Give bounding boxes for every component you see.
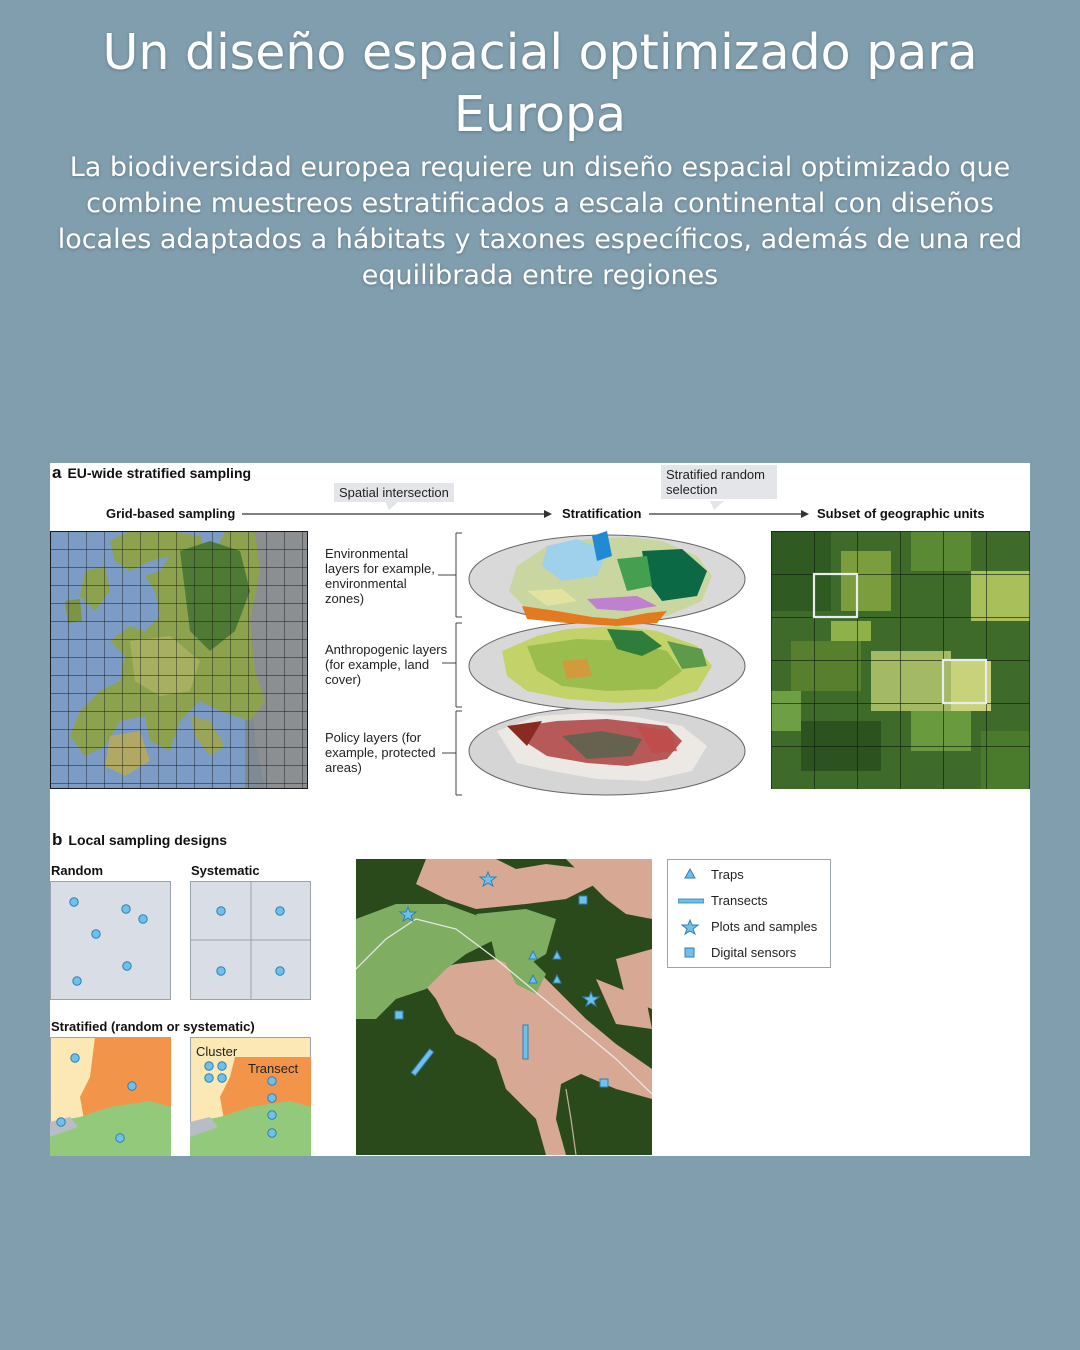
layer-brackets: [438, 531, 468, 799]
bar-icon: [678, 891, 704, 911]
landscape-map: [356, 859, 652, 1155]
systematic-design: [190, 881, 312, 1001]
stage-grid-based: Grid-based sampling: [106, 506, 236, 521]
satellite-grid-map: [771, 531, 1030, 789]
stage-stratification: Stratification: [562, 506, 642, 521]
step-spatial-intersection: Spatial intersection: [334, 483, 454, 502]
legend-label-transects: Transects: [711, 893, 768, 908]
label-cluster: Cluster: [196, 1044, 238, 1059]
legend-label-traps: Traps: [711, 867, 744, 882]
label-transect: Transect: [248, 1061, 299, 1076]
label-random: Random: [51, 863, 103, 878]
layer-label-environmental: Environmental layers for example, environmental zones): [325, 546, 435, 606]
stage-subset: Subset of geographic units: [817, 506, 985, 521]
arrow-2: [647, 507, 817, 521]
stratification-layers: [467, 531, 747, 797]
step-stratified-random: Stratified random selection: [661, 465, 777, 499]
arrow-1: [240, 507, 560, 521]
label-stratified: Stratified (random or systematic): [51, 1019, 255, 1034]
layer-label-policy: Policy layers (for example, protected areas): [325, 730, 436, 775]
panel-b-header: [52, 830, 227, 850]
page-title: Un diseño espacial optimizado para Europa: [102, 24, 978, 143]
figure-panel: [50, 463, 1030, 1156]
panel-b-letter: b: [52, 830, 63, 849]
square-icon: [678, 943, 704, 963]
page-subtitle: La biodiversidad europea requiere un diseño espacial optimizado que combine muestreos estratificados a escala continental con diseños locales adaptados a hábitats y taxones específicos, además de una red equilibrada entre regiones: [57, 152, 1023, 291]
panel-a-title: EU-wide stratified sampling: [67, 465, 252, 481]
panel-a-header: [52, 463, 251, 483]
legend-label-sensors: Digital sensors: [711, 945, 797, 960]
legend-label-plots: Plots and samples: [711, 919, 818, 934]
panel-b-title: Local sampling designs: [68, 832, 228, 848]
marker-legend: [667, 859, 831, 968]
layer-label-anthropogenic: Anthropogenic layers (for example, land cover): [325, 642, 448, 687]
triangle-icon: [678, 865, 704, 885]
europe-grid-map: [50, 531, 308, 789]
random-design: [50, 881, 172, 1001]
star-icon: [678, 917, 704, 937]
stratified-random-design: [50, 1037, 172, 1156]
label-systematic: Systematic: [191, 863, 260, 878]
panel-a-letter: a: [52, 463, 62, 482]
